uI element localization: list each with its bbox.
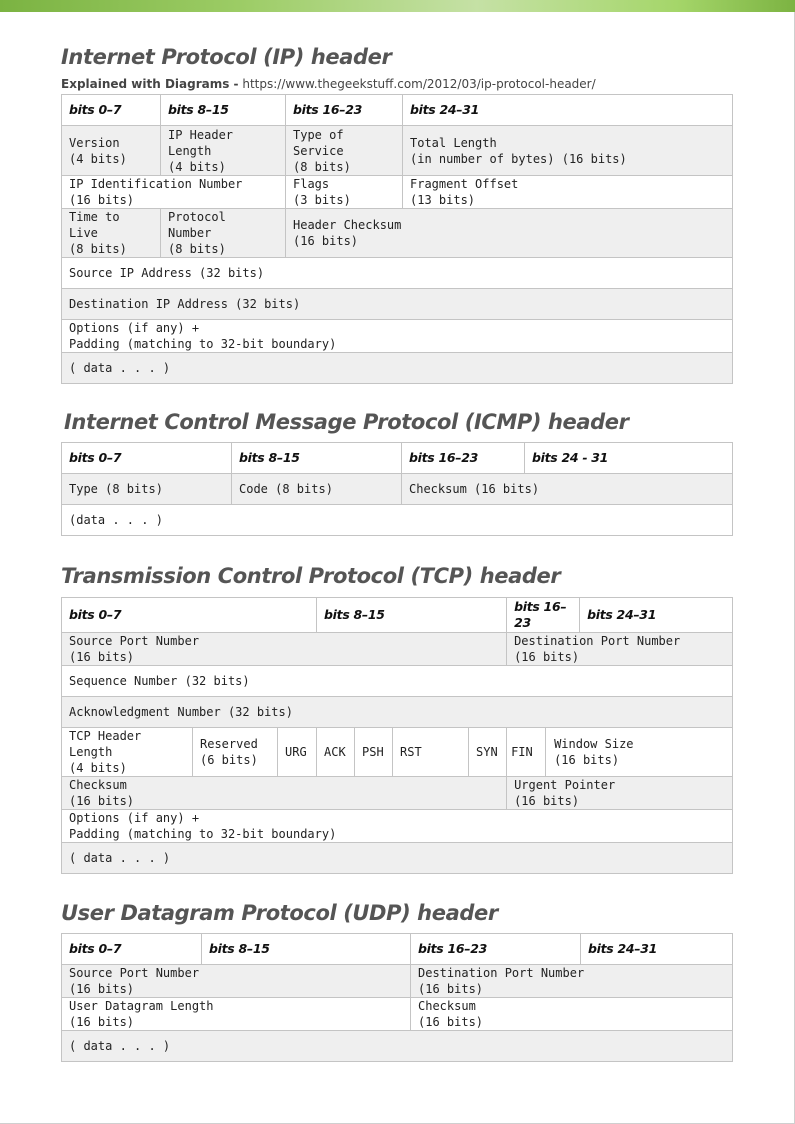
ip-protocol-number: Protocol Number (8 bits) [161,209,286,258]
tcp-bits-8-15: bits 8–15 [317,598,507,633]
udp-row-1 [62,965,733,998]
ip-fragment-offset: Fragment Offset (13 bits) [403,176,733,209]
tcp-row-4 [62,728,733,777]
icmp-bits-row [62,443,733,474]
udp-destination-port: Destination Port Number (16 bits) [411,965,733,998]
tcp-window-size: Window Size (16 bits) [554,737,634,767]
tcp-row-1 [62,633,733,666]
udp-length: User Datagram Length (16 bits) [62,998,411,1031]
ip-destination-address: Destination IP Address (32 bits) [62,289,733,320]
udp-bits-8-15: bits 8–15 [202,934,411,965]
udp-bits-row [62,934,733,965]
tcp-destination-port: Destination Port Number (16 bits) [507,633,733,666]
ip-header-table [61,94,733,384]
ip-header-length: IP Header Length (4 bits) [161,126,286,176]
ip-data: ( data . . . ) [62,353,733,384]
tcp-row-7 [62,843,733,874]
ip-flags: Flags (3 bits) [286,176,403,209]
udp-source-port: Source Port Number (16 bits) [62,965,411,998]
icmp-data: (data . . . ) [62,505,733,536]
tcp-bits-16-23: bits 16– 23 [507,598,580,633]
udp-checksum: Checksum (16 bits) [411,998,733,1031]
icmp-row-2 [62,505,733,536]
ip-header-checksum: Header Checksum (16 bits) [286,209,733,258]
udp-row-3 [62,1031,733,1062]
tcp-source-port: Source Port Number (16 bits) [62,633,507,666]
icmp-bits-0-7: bits 0–7 [62,443,232,474]
ip-row-4 [62,258,733,289]
icmp-checksum: Checksum (16 bits) [402,474,733,505]
tcp-urgent-pointer: Urgent Pointer (16 bits) [507,777,733,810]
tcp-row-3 [62,697,733,728]
tcp-header-table [61,597,733,874]
udp-data: ( data . . . ) [62,1031,733,1062]
ip-row-1 [62,126,733,176]
tcp-bits-row [62,598,733,633]
ip-source-url[interactable]: https://www.thegeekstuff.com/2012/03/ip-protocol-header/ [242,77,596,91]
udp-bits-0-7: bits 0–7 [62,934,202,965]
tcp-row-5 [62,777,733,810]
ip-total-length: Total Length (in number of bytes) (16 bits) [403,126,733,176]
icmp-bits-8-15: bits 8–15 [232,443,402,474]
tcp-bits-24-31: bits 24–31 [580,598,733,633]
tcp-flag-divider [545,728,546,776]
udp-header-table [61,933,733,1062]
ip-bits-0-7: bits 0–7 [62,95,161,126]
ip-row-2 [62,176,733,209]
ip-options: Options (if any) + Padding (matching to 32-bit boundary) [62,320,733,353]
tcp-flag-psh: PSH [355,728,393,777]
ip-version: Version (4 bits) [62,126,161,176]
tcp-flag-urg: URG [278,728,317,777]
udp-bits-24-31: bits 24–31 [581,934,733,965]
tcp-row-2 [62,666,733,697]
tcp-flag-syn: SYN [469,728,507,777]
udp-header-title: User Datagram Protocol (UDP) header [61,901,498,925]
ip-bits-row [62,95,733,126]
icmp-row-1 [62,474,733,505]
icmp-header-table [61,442,733,536]
icmp-type: Type (8 bits) [62,474,232,505]
tcp-options: Options (if any) + Padding (matching to 32-bit boundary) [62,810,733,843]
ip-source-address: Source IP Address (32 bits) [62,258,733,289]
icmp-bits-16-23: bits 16–23 [402,443,525,474]
tcp-window-cell [507,728,733,777]
tcp-header-length: TCP Header Length (4 bits) [62,728,193,777]
icmp-header-title: Internet Control Message Protocol (ICMP) header [64,410,629,434]
tcp-header-title: Transmission Control Protocol (TCP) header [61,564,561,588]
tcp-flag-ack: ACK [317,728,355,777]
tcp-flag-rst: RST [393,728,469,777]
top-accent-bar [0,0,795,12]
icmp-code: Code (8 bits) [232,474,402,505]
tcp-row-6 [62,810,733,843]
ip-bits-16-23: bits 16–23 [286,95,403,126]
ip-row-6 [62,320,733,353]
ip-header-title: Internet Protocol (IP) header [61,45,392,69]
udp-row-2 [62,998,733,1031]
ip-type-of-service: Type of Service (8 bits) [286,126,403,176]
ip-row-5 [62,289,733,320]
tcp-flag-fin: FIN [511,744,533,759]
icmp-bits-24-31: bits 24 - 31 [525,443,733,474]
tcp-data: ( data . . . ) [62,843,733,874]
tcp-bits-0-7: bits 0–7 [62,598,317,633]
ip-subtitle [61,77,596,91]
ip-row-3 [62,209,733,258]
tcp-reserved: Reserved (6 bits) [193,728,278,777]
ip-bits-8-15: bits 8–15 [161,95,286,126]
tcp-acknowledgment-number: Acknowledgment Number (32 bits) [62,697,733,728]
tcp-checksum: Checksum (16 bits) [62,777,507,810]
ip-subtitle-label: Explained with Diagrams - [61,77,239,91]
udp-bits-16-23: bits 16–23 [411,934,581,965]
ip-bits-24-31: bits 24–31 [403,95,733,126]
ip-time-to-live: Time to Live (8 bits) [62,209,161,258]
tcp-sequence-number: Sequence Number (32 bits) [62,666,733,697]
ip-row-7 [62,353,733,384]
ip-identification: IP Identification Number (16 bits) [62,176,286,209]
